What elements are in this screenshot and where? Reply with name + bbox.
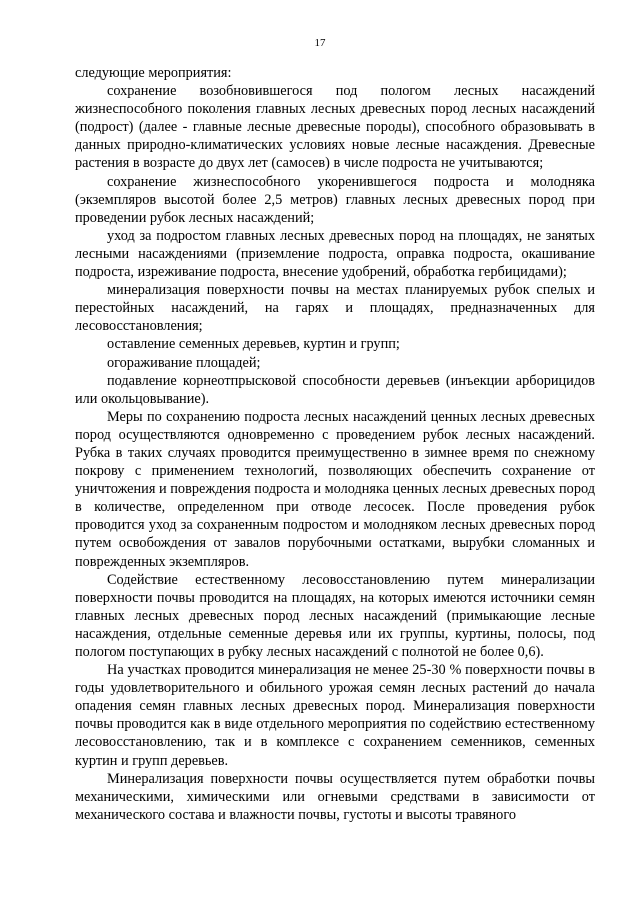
paragraph: Меры по сохранению подроста лесных насаждений ценных лесных древесных пород осуществляются одновременно с проведением рубок лесных насаждений. Рубка в таких случаях проводится преимущественно в зимнее время по снежному покрову с применением технологий, позволяющих обеспечить сохранение от уничтожения и повреждения подроста и молодняка ценных лесных древесных пород в количестве, определенном при отводе лесосек. После проведения рубок проводится уход за сохраненным подростом и молодняком лесных древесных пород путем освобождения от завалов порубочными остатками, вырубки сломанных и поврежденных экземпляров. <box>75 408 595 570</box>
paragraph-intro: следующие мероприятия: <box>75 65 232 81</box>
paragraph: Содействие естественному лесовосстановлению путем минерализации поверхности почвы проводится на площадях, на которых имеются источники семян главных лесных древесных пород лесных насаждений (примыкающие лесные насаждения, отдельные семенные деревья или их группы, куртины, полосы, под пологом поступающих в рубку лесных насаждений с полнотой не более 0,6). <box>75 571 595 660</box>
paragraph: подавление корнеотпрысковой способности деревьев (инъекции арборицидов или окольцовывание). <box>75 372 595 407</box>
body-text <box>75 64 595 824</box>
paragraph: огораживание площадей; <box>107 354 261 371</box>
paragraph: оставление семенных деревьев, куртин и групп; <box>107 336 400 353</box>
paragraph: сохранение жизнеспособного укоренившегося подроста и молодняка (экземпляров высотой более 2,5 метров) главных лесных древесных пород при проведении рубок лесных насаждений; <box>75 173 595 226</box>
page-number: 17 <box>314 37 326 49</box>
paragraph: На участках проводится минерализация не менее 25-30 % поверхности почвы в годы удовлетворительного и обильного урожая семян лесных растений до начала опадения семян главных лесных древесных пород. Минерализация поверхности почвы проводится как в виде отдельного мероприятия по содействию естественному лесовосстановлению, так и в комплексе с сохранением семенников, семенных куртин и групп деревьев. <box>75 662 595 769</box>
paragraph: сохранение возобновившегося под пологом лесных насаждений жизнеспособного поколения главных лесных древесных пород лесных насаждений (подрост) (далее - главные лесные древесные породы), способного образовывать в данных природно-климатических условиях новые лесные насаждения. Древесные растения в возрасте до двух лет (самосев) в числе подроста не учитываются; <box>75 83 595 172</box>
paragraph: уход за подростом главных лесных древесных пород на площадях, не занятых лесными насаждениями (приземление подроста, оправка подроста, окашивание подроста, изреживание подроста, внесение удобрений, обработка гербицидами); <box>75 227 595 281</box>
paragraph: Минерализация поверхности почвы осуществляется путем обработки почвы механическими, химическими или огневыми средствами в зависимости от механического состава и влажности почвы, густоты и высоты травяного <box>75 770 595 823</box>
paragraph: минерализация поверхности почвы на местах планируемых рубок спелых и перестойных насаждений, на гарях и площадях, предназначенных для лесовосстановления; <box>75 282 595 335</box>
